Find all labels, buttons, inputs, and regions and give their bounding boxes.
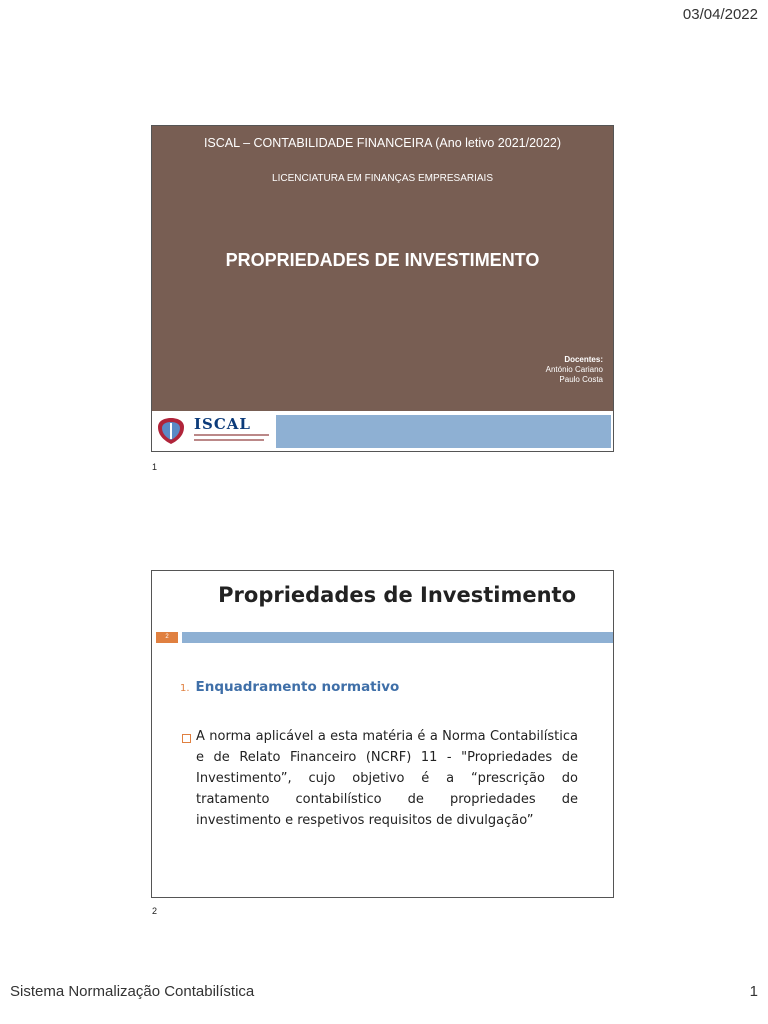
- logo-subline: [194, 434, 269, 436]
- square-bullet-icon: [182, 734, 191, 743]
- docente-name: Paulo Costa: [559, 375, 603, 384]
- title-underline-bar: [182, 632, 613, 643]
- logo-text: ISCAL: [194, 415, 251, 433]
- logo-subline: [194, 439, 264, 441]
- shield-icon: [156, 417, 186, 445]
- slide-1-title: PROPRIEDADES DE INVESTIMENTO: [225, 250, 540, 270]
- slide-2-title: Propriedades de Investimento: [218, 583, 576, 607]
- iscal-logo: [154, 414, 274, 448]
- section-heading: [180, 679, 399, 695]
- docentes-block: [546, 355, 603, 385]
- print-date: 03/04/2022: [682, 6, 758, 23]
- slide-2: [151, 570, 614, 898]
- document-page-number: 1: [749, 983, 758, 1000]
- document-footer-title: Sistema Normalização Contabilística: [10, 983, 255, 1000]
- bullet-paragraph: A norma aplicável a esta matéria é a Norma Contabilística e de Relato Financeiro (NCRF) 11 - "Propriedades de Investimento”, cujo objetivo é a “prescrição do tratamento contabilístico de propriedades de investimento e respetivos requisitos de divulgação”: [196, 729, 578, 828]
- docente-name: António Cariano: [545, 365, 603, 374]
- docentes-label: Docentes:: [564, 355, 603, 364]
- footer-blue-bar: [276, 415, 611, 448]
- slide-2-page-number: 2: [152, 906, 158, 916]
- slide-number-badge: 2: [156, 632, 178, 643]
- section-heading-text: Enquadramento normativo: [195, 679, 400, 695]
- slide-1-footer: [152, 411, 613, 451]
- course-line: ISCAL – CONTABILIDADE FINANCEIRA (Ano letivo 2021/2022): [203, 136, 562, 150]
- degree-line: LICENCIATURA EM FINANÇAS EMPRESARIAIS: [272, 173, 493, 184]
- slide-1-page-number: 1: [152, 462, 158, 472]
- slide-1: [151, 125, 614, 452]
- section-number: 1.: [180, 683, 190, 694]
